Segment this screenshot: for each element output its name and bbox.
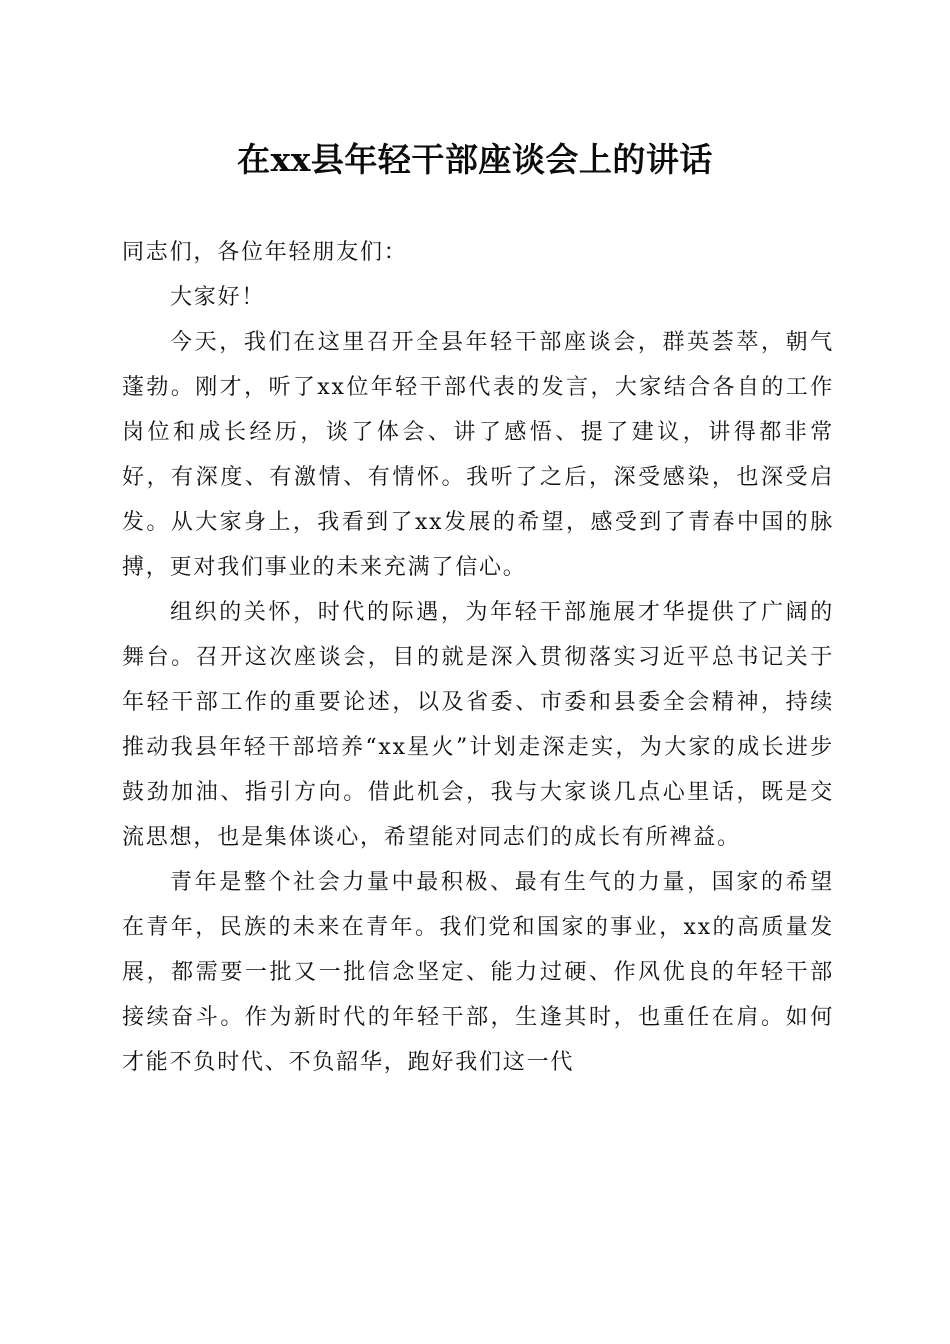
paragraph-purpose: 组织的关怀，时代的际遇，为年轻干部施展才华提供了广阔的舞台。召开这次座谈会，目的就是深入贯彻落实习近平总书记关于年轻干部工作的重要论述，以及省委、市委和县委全会精神，持续推动我县年轻干部培养“xx星火”计划走深走实，为大家的成长进步鼓劲加油、指引方向。借此机会，我与大家谈几点心里话，既是交流思想，也是集体谈心，希望能对同志们的成长有所裨益。: [122, 600, 834, 850]
paragraph-greeting: 大家好！: [170, 285, 266, 310]
document-body: [122, 230, 834, 1085]
paragraph-youth: 青年是整个社会力量中最积极、最有生气的力量，国家的希望在青年，民族的未来在青年。我们党和国家的事业，xx的高质量发展，都需要一批又一批信念坚定、能力过硬、作风优良的年轻干部接续奋斗。作为新时代的年轻干部，生逢其时，也重任在肩。如何才能不负时代、不负韶华，跑好我们这一代: [122, 870, 834, 1075]
paragraph-opening: 今天，我们在这里召开全县年轻干部座谈会，群英荟萃，朝气蓬勃。刚才，听了xx位年轻干部代表的发言，大家结合各自的工作岗位和成长经历，谈了体会、讲了感悟、提了建议，讲得都非常好，有深度、有激情、有情怀。我听了之后，深受感染，也深受启发。从大家身上，我看到了xx发展的希望，感受到了青春中国的脉搏，更对我们事业的未来充满了信心。: [122, 330, 834, 580]
document-title: 在xx县年轻干部座谈会上的讲话: [237, 140, 713, 179]
salutation: 同志们，各位年轻朋友们：: [122, 240, 408, 265]
